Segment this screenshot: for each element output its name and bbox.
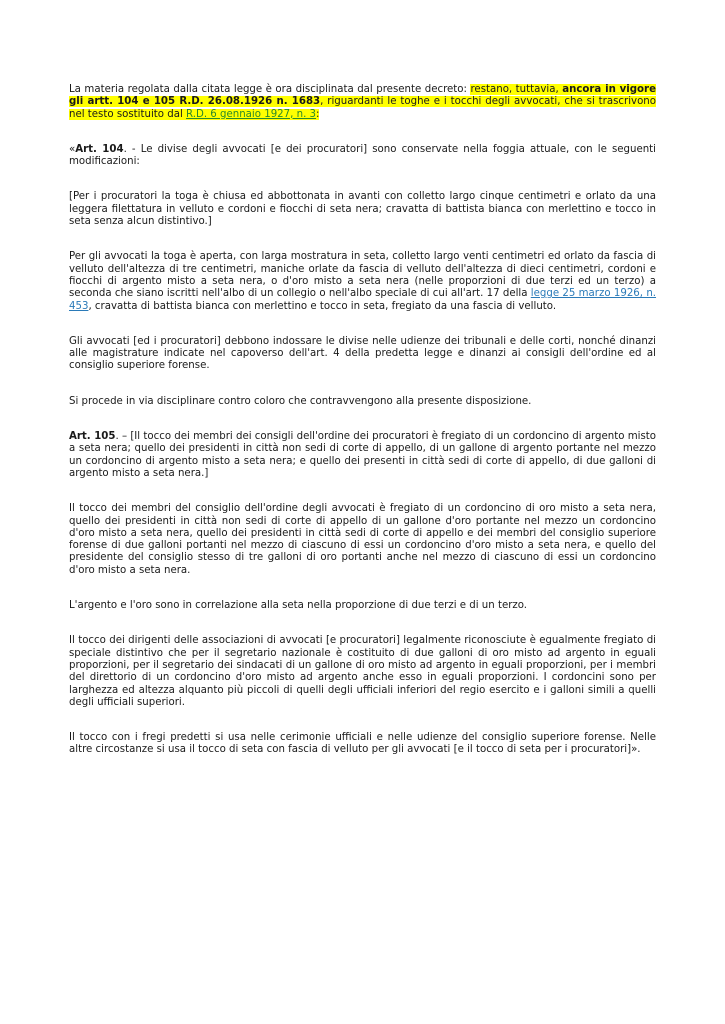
fregi-paragraph: Il tocco con i fregi predetti si usa nelle cerimonie ufficiali e nelle udienze del consiglio superiore forense. Nelle altre circostanze si usa il tocco di seta con fascia di velluto per gli avvocati [e il tocco di seta per i procuratori]». xyxy=(69,732,656,756)
procuratori-paragraph: [Per i procuratori la toga è chiusa ed abbottonata in avanti con colletto largo cinque centimetri e orlato da una leggera filettatura in velluto e cordoni e fiocchi di seta nera; cravatta di battista bianca con merlettino e tocco in seta senza alcun distintivo.] xyxy=(69,191,656,228)
open-quote: « xyxy=(69,143,76,155)
art-105-label: Art. 105 xyxy=(69,431,116,443)
art-104-text: . - Le divise degli avvocati [e dei procuratori] sono conservate nella foggia attuale, con le seguenti modificazioni: xyxy=(69,143,656,168)
art-105-text: . – [Il tocco dei membri dei consigli dell'ordine dei procuratori è fregiato di un cordoncino di argento misto a seta nera; quello dei presidenti in città non sedi di corte di appello, di un gallone di argento portante nel mezzo un cordoncino di argento misto a seta nera; e quello dei presenti in città sedi di corte di appello, di due galloni di argento misto a seta nera.] xyxy=(69,431,656,479)
tocco-membri-paragraph: Il tocco dei membri del consiglio dell'ordine degli avvocati è fregiato di un cordoncino di oro misto a seta nera, quello dei presidenti in città non sedi di corte di appello di un gallone d'oro portante nel mezzo un cordoncino d'oro misto a seta nera, quello dei presidenti in città sedi di corte di appello e dei membri del consiglio superiore forense di due galloni portanti nel mezzo di ciascuno di essi un cordoncino d'oro misto a seta nera, e quello del presidente del consiglio stesso di tre galloni di oro portanti anche nel mezzo di ciascuno di essi un cordoncino d'oro misto a seta nera. xyxy=(69,503,656,576)
intro-text: La materia regolata dalla citata legge è ora disciplinata dal presente decreto: xyxy=(69,84,471,95)
art-104-heading-paragraph xyxy=(69,144,656,169)
highlight-text-3: : xyxy=(316,108,320,120)
highlight-text-1: restano, tuttavia, xyxy=(470,84,563,95)
intro-paragraph xyxy=(69,84,656,121)
argento-oro-paragraph: L'argento e l'oro sono in correlazione alla seta nella proporzione di due terzi e di un terzo. xyxy=(69,600,528,612)
avvocati-toga-paragraph xyxy=(69,251,656,312)
link-rd-1927[interactable]: R.D. 6 gennaio 1927, n. 3 xyxy=(186,108,317,120)
avvocati-text: Per gli avvocati la toga è aperta, con larga mostratura in seta, colletto largo venti centimetri ed orlato da fascia di velluto dell'altezza di tre centimetri, maniche orlate da fascia di velluto dell'altezza di dieci centimetri, cordoni e fiocchi di argento misto a seta nera, o d'oro misto a seta nera (nelle proporzioni di due terzi ed un terzo) a seconda che siano iscritti nell'albo di un collegio o nell'albo speciale di cui all'art. 17 della xyxy=(69,251,656,300)
avvocati-text-after: , cravatta di battista bianca con merlettino e tocco in seta, fregiato da una fascia di velluto. xyxy=(88,300,557,312)
divise-paragraph: Gli avvocati [ed i procuratori] debbono indossare le divise nelle udienze dei tribunali e delle corti, nonché dinanzi alle magistrature indicate nel capoverso dell'art. 4 della predetta legge e dinanzi ai consigli dell'ordine ed al consiglio superiore forense. xyxy=(69,335,656,372)
highlight-bold-articles: ancora in vigore gli artt. 104 e 105 R.D. 26.08.1926 n. 1683 xyxy=(69,84,656,108)
link-legge-1926[interactable]: legge 25 marzo 1926, n. 453 xyxy=(69,288,657,312)
disciplinare-paragraph: Si procede in via disciplinare contro coloro che contravvengono alla presente disposizione. xyxy=(69,395,532,407)
art-104-label: Art. 104 xyxy=(75,143,124,155)
art-105-paragraph xyxy=(69,431,656,480)
document-body xyxy=(69,84,656,780)
highlight-text-2: , riguardanti le toghe e i tocchi degli avvocati, che si trascrivono nel testo sostituito dal xyxy=(69,96,656,120)
dirigenti-paragraph: Il tocco dei dirigenti delle associazioni di avvocati [e procuratori] legalmente riconosciute è egualmente fregiato di speciale distintivo che per il segretario nazionale è costituito di due galloni di oro misto ad argento in eguali proporzioni, per il segretario dei sindacati di un gallone di oro misto ad argento in eguali proporzioni, per i membri del direttorio di un cordoncino d'oro misto ad argento anche esso in eguali proporzioni. I cordoncini sono per larghezza ed altezza alquanto più piccoli di quelli degli ufficiali inferiori del regio esercito e i galloni simili a quelli degli ufficiali superiori. xyxy=(69,635,656,708)
